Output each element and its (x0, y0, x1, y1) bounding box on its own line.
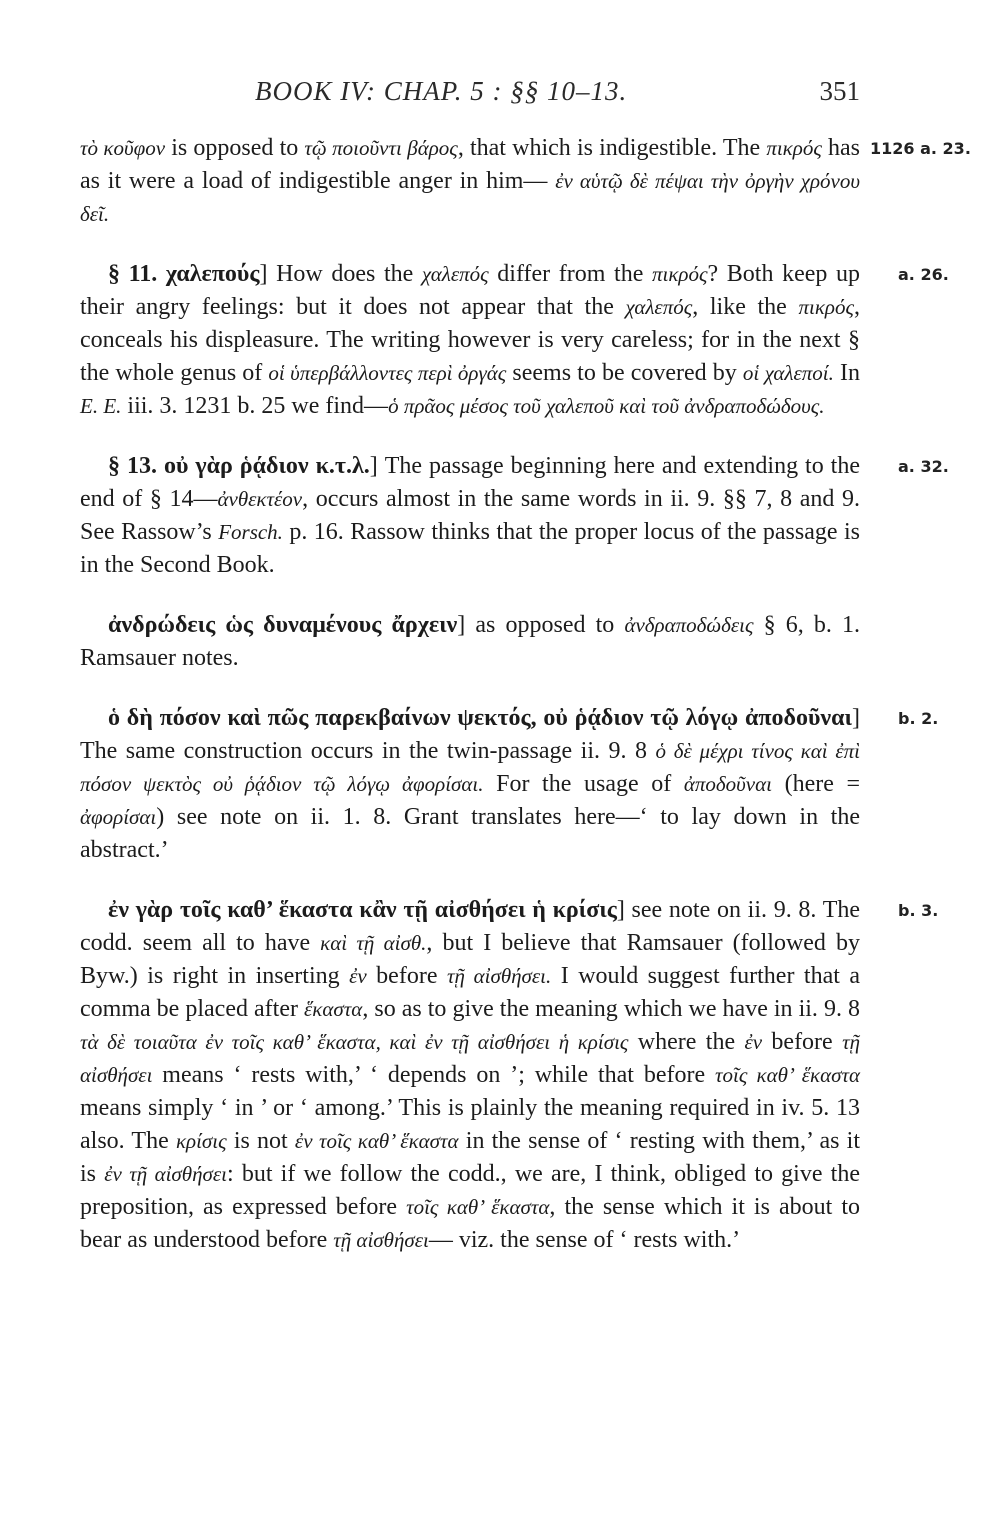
body-text: , but I believe that Ramsauer (followed by Byw.) is right in inserting (80, 930, 860, 989)
body-text: p. 16. Rassow thinks that the proper locus of the passage is in the Second Book. (80, 519, 860, 578)
body-text: ] The passage beginning here and extending to the end of § 14— (80, 453, 861, 512)
body-text: ? Both keep up their angry feelings: but it does not appear that the (80, 261, 860, 320)
greek-citation: τῷ ποιοῦντι βάρος (304, 136, 458, 160)
body-text: , like the (692, 294, 799, 320)
greek-citation: ὁ πρᾶος μέσος τοῦ χαλεποῦ καὶ τοῦ ἀνδραποδώδους. (388, 394, 825, 418)
greek-citation: τοῖς καθ’ ἕκαστα (715, 1063, 860, 1087)
margin-reference: a. 32. (898, 457, 949, 476)
greek-citation: τοῖς καθ’ ἕκαστα (406, 1195, 550, 1219)
commentary-paragraph (80, 894, 939, 1257)
section-number: § 13. (108, 453, 164, 479)
greek-citation: καὶ τῇ αἰσθ. (320, 931, 427, 955)
greek-citation: E. E. (80, 394, 122, 418)
margin-reference: b. 2. (898, 709, 939, 728)
greek-citation: οἱ χαλεποί. (742, 361, 834, 385)
greek-citation: πικρός (798, 295, 855, 319)
body-text: ] as opposed to (457, 612, 625, 638)
body-text: , occurs almost in the same words in ii. 9. §§ 7, 8 and 9. See Rassow’s (80, 486, 860, 545)
greek-citation: ἕκαστα (304, 997, 363, 1021)
greek-citation: τὸ κοῦφον (80, 136, 166, 160)
commentary-paragraph (80, 258, 949, 423)
body-text: means ‘ rests with,’ ‘ depends on ’; while that before (152, 1062, 716, 1088)
greek-citation: τῇ αἰσθήσει (80, 1030, 860, 1087)
body-text: means simply ‘ in ’ or ‘ among.’ This is plainly the meaning required in iv. 5. 13 also. The (80, 1095, 860, 1154)
lemma: ἐν γὰρ τοῖς καθ’ ἕκαστα κἂν τῇ αἰσθήσει ἡ κρίσις (108, 897, 617, 923)
greek-citation: τῇ αἰσθήσει (333, 1228, 429, 1252)
lemma: ὁ δὴ πόσον καὶ πῶς παρεκβαίνων ψεκτός, οὐ ῥᾴδιον τῷ λόγῳ ἀποδοῦναι (108, 705, 852, 731)
body-text: is opposed to (165, 135, 305, 161)
greek-citation: πικρός (766, 136, 822, 160)
body-text: , the sense which it is about to bear as understood before (80, 1194, 860, 1253)
lemma: χαλεπούς (165, 261, 260, 287)
body-text: is not (226, 1128, 295, 1154)
commentary-paragraph (80, 450, 949, 582)
body-text: ] see note on ii. 9. 8. The codd. seem all to have (80, 897, 861, 956)
body-text: I would suggest further that a comma be placed after (80, 963, 861, 1022)
body-text: where the (628, 1029, 745, 1055)
greek-citation: ἐν (744, 1030, 763, 1054)
body-text: before (762, 1029, 843, 1055)
commentary-paragraph (80, 609, 860, 675)
body-text: iii. 3. 1231 b. 25 we find— (121, 393, 389, 419)
running-head: BOOK IV: CHAP. 5 : §§ 10–13. (255, 76, 628, 106)
margin-reference: 1126 a. 23. (870, 139, 971, 158)
commentary-paragraph (80, 702, 939, 867)
body-text: For the usage of (483, 771, 684, 797)
page-header (80, 76, 860, 116)
body-text: seems to be covered by (506, 360, 743, 386)
greek-citation: ἀνδραποδώδεις (624, 613, 754, 637)
commentary-body (80, 132, 971, 1284)
greek-citation: ἐν τῇ αἰσθήσει (104, 1162, 227, 1186)
body-text: , that which is indigestible. The (457, 135, 767, 161)
greek-citation: ἀποδοῦναι (683, 772, 772, 796)
lemma: οὐ γὰρ ῥᾴδιον κ.τ.λ. (163, 453, 370, 479)
body-text: ] How does the (259, 261, 422, 287)
body-text: before (366, 963, 447, 989)
margin-reference: a. 26. (898, 265, 949, 284)
body-text: , so as to give the meaning which we have in ii. 9. 8 (362, 996, 861, 1022)
body-text: — viz. the sense of ‘ rests with.’ (428, 1227, 741, 1253)
body-text: , conceals his displeasure. The writing however is very careless; for in the next § the whole genus of (80, 294, 861, 386)
greek-citation: πικρός (651, 262, 708, 286)
body-text: § 6, b. 1. Ramsauer notes. (80, 612, 861, 671)
body-text: differ from the (488, 261, 652, 287)
body-text: (here = (771, 771, 861, 797)
greek-citation: χαλεπός (625, 295, 693, 319)
greek-citation: ὁ δὲ μέχρι τίνος καὶ ἐπὶ πόσον ψεκτὸς οὐ ῥᾴδιον τῷ λόγῳ ἀφορίσαι. (80, 739, 860, 796)
margin-reference: b. 3. (898, 901, 939, 920)
body-text: In (833, 360, 860, 386)
greek-citation: τὰ δὲ τοιαῦτα ἐν τοῖς καθ’ ἕκαστα, καὶ ἐν τῇ αἰσθήσει ἡ κρίσις (80, 1030, 629, 1054)
body-text: has as it were a load of indigestible anger in him— (80, 135, 861, 194)
greek-citation: οἱ ὑπερβάλλοντες περὶ ὀργάς (268, 361, 507, 385)
section-number: § 11. (108, 261, 166, 287)
page-number: 351 (819, 76, 860, 106)
body-text: : but if we follow the codd., we are, I think, obliged to give the preposition, as expressed before (80, 1161, 860, 1220)
greek-citation: ἐν αὑτῷ δὲ πέψαι τὴν ὀργὴν χρόνου δεῖ. (80, 169, 860, 226)
body-text: ) see note on ii. 1. 8. Grant translates here—‘ to lay down in the abstract.’ (80, 804, 860, 863)
greek-citation: ἐν (349, 964, 367, 988)
greek-citation: κρίσις (175, 1129, 227, 1153)
commentary-paragraph (80, 132, 971, 231)
greek-citation: ἀφορίσαι (80, 805, 157, 829)
greek-citation: ἀνθεκτέον (217, 487, 303, 511)
greek-citation: τῇ αἰσθήσει. (446, 964, 552, 988)
lemma: ἀνδρώδεις ὡς δυναμένους ἄρχειν (108, 612, 458, 638)
greek-citation: Forsch. (218, 520, 283, 544)
greek-citation: ἐν τοῖς καθ’ ἕκαστα (294, 1129, 459, 1153)
greek-citation: χαλεπός (421, 262, 489, 286)
body-text: in the sense of ‘ resting with them,’ as it is (80, 1128, 860, 1187)
body-text: ] The same construction occurs in the twin-passage ii. 9. 8 (80, 705, 860, 764)
